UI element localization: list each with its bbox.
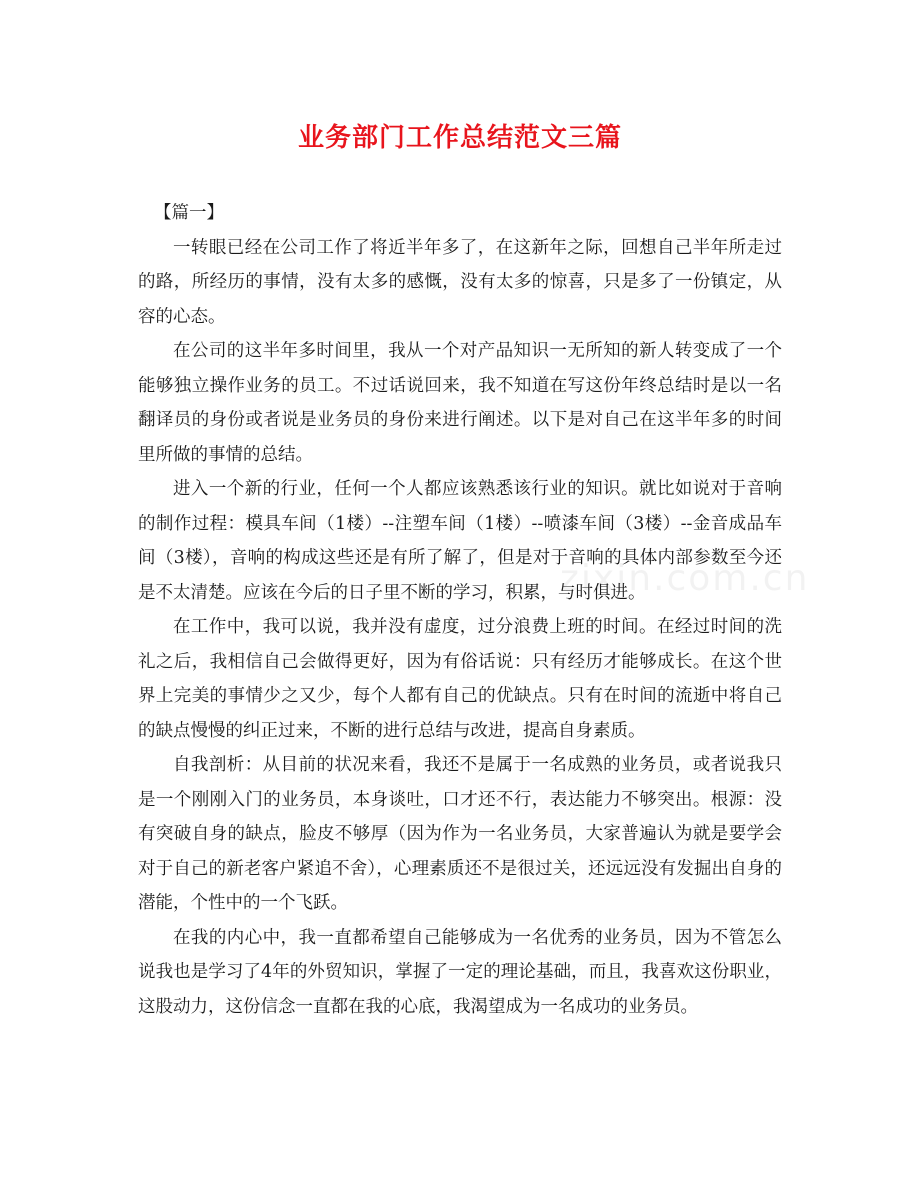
paragraph-3: 进入一个新的行业，任何一个人都应该熟悉该行业的知识。就比如说对于音响的制作过程：模具车间（1楼）--注塑车间（1楼）--喷漆车间（3楼）--金音成品车间（3楼），音响的构成这些还是有所了解了，但是对于音响的具体内部参数至今还是不太清楚。应该在今后的日子里不断的学习，积累，与时俱进。: [138, 479, 782, 603]
paragraph-4: 在工作中，我可以说，我并没有虚度，过分浪费上班的时间。在经过时间的洗礼之后，我相信自己会做得更好，因为有俗话说：只有经历才能够成长。在这个世界上完美的事情少之又少，每个人都有自己的优缺点。只有在时间的流逝中将自己的缺点慢慢的纠正过来，不断的进行总结与改进，提高自身素质。: [138, 617, 782, 741]
watermark: zixin.com.cn: [560, 558, 810, 599]
paragraph-5: 自我剖析：从目前的状况来看，我还不是属于一名成熟的业务员，或者说我只是一个刚刚入门的业务员，本身谈吐，口才还不行，表达能力不够突出。根源：没有突破自身的缺点，脸皮不够厚（因为作为一名业务员，大家普遍认为就是要学会对于自己的新老客户紧追不舍），心理素质还不是很过关，还远远没有发掘出自身的潜能，个性中的一个飞跃。: [138, 755, 782, 913]
paragraph-2: 在公司的这半年多时间里，我从一个对产品知识一无所知的新人转变成了一个能够独立操作业务的员工。不过话说回来，我不知道在写这份年终总结时是以一名翻译员的身份或者说是业务员的身份来进行阐述。以下是对自己在这半年多的时间里所做的事情的总结。: [138, 341, 782, 465]
paragraph-6: 在我的内心中，我一直都希望自己能够成为一名优秀的业务员，因为不管怎么说我也是学习了4年的外贸知识，掌握了一定的理论基础，而且，我喜欢这份职业，这股动力，这份信念一直都在我的心底，我渴望成为一名成功的业务员。: [138, 927, 782, 1017]
section-heading: 【篇一】: [154, 203, 224, 223]
paragraph-1: 一转眼已经在公司工作了将近半年多了，在这新年之际，回想自己半年所走过的路，所经历的事情，没有太多的感慨，没有太多的惊喜，只是多了一份镇定，从容的心态。: [138, 237, 782, 327]
document-body: [138, 196, 782, 1024]
document-title: 业务部门工作总结范文三篇: [297, 123, 622, 153]
